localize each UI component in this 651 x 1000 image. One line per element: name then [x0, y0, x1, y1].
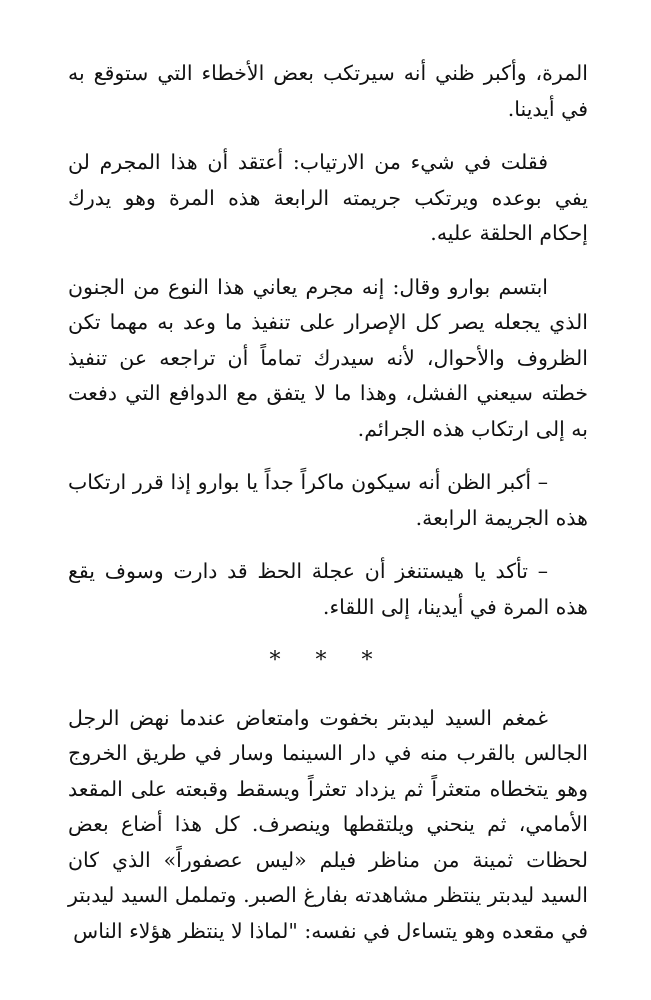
paragraph-4: – أكبر الظن أنه سيكون ماكراً جداً يا بوارو إذا قرر ارتكاب هذه الجريمة الرابعة.	[68, 470, 588, 530]
paragraph-5: – تأكد يا هيستنغز أن عجلة الحظ قد دارت وسوف يقع هذه المرة في أيدينا، إلى اللقاء.	[68, 559, 588, 619]
paragraph-6: غمغم السيد ليدبتر بخفوت وامتعاض عندما نهض الرجل الجالس بالقرب منه في دار السينما وسار في طريق الخروج وهو يتخطاه متعثراً ثم يزداد تعثراً ويسقط وقبعته على المقعد الأمامي، ثم ينحني ويلتقطها وينصرف. كل هذا أضاع بعض لحظات ثمينة من مناظر فيلم «ليس عصفوراً» الذي كان السيد ليدبتر ينتظر مشاهدته بفارغ الصبر. وتململ السيد ليدبتر في مقعده وهو يتساءل في نفسه: "لماذا لا ينتظر هؤلاء الناس	[68, 705, 589, 943]
paragraph-1: المرة، وأكبر ظني أنه سيرتكب بعض الأخطاء التي ستوقع به في أيدينا.	[68, 61, 588, 121]
page-body	[68, 56, 588, 967]
paragraph-2: فقلت في شيء من الارتياب: أعتقد أن هذا المجرم لن يفي بوعده ويرتكب جريمته الرابعة هذه المرة وهو يدرك إحكام الحلقة عليه.	[68, 150, 588, 245]
section-separator: * * *	[269, 648, 387, 673]
paragraph-3: ابتسم بوارو وقال: إنه مجرم يعاني هذا النوع من الجنون الذي يجعله يصر كل الإصرار على تنفيذ ما وعد به مهما تكن الظروف والأحوال، لأنه سيدرك تماماً أن تراجعه عن تنفيذ خطته سيعني الفشل، وهذا ما لا يتفق مع الدوافع التي دفعت به إلى ارتكاب هذه الجرائم.	[68, 274, 588, 441]
